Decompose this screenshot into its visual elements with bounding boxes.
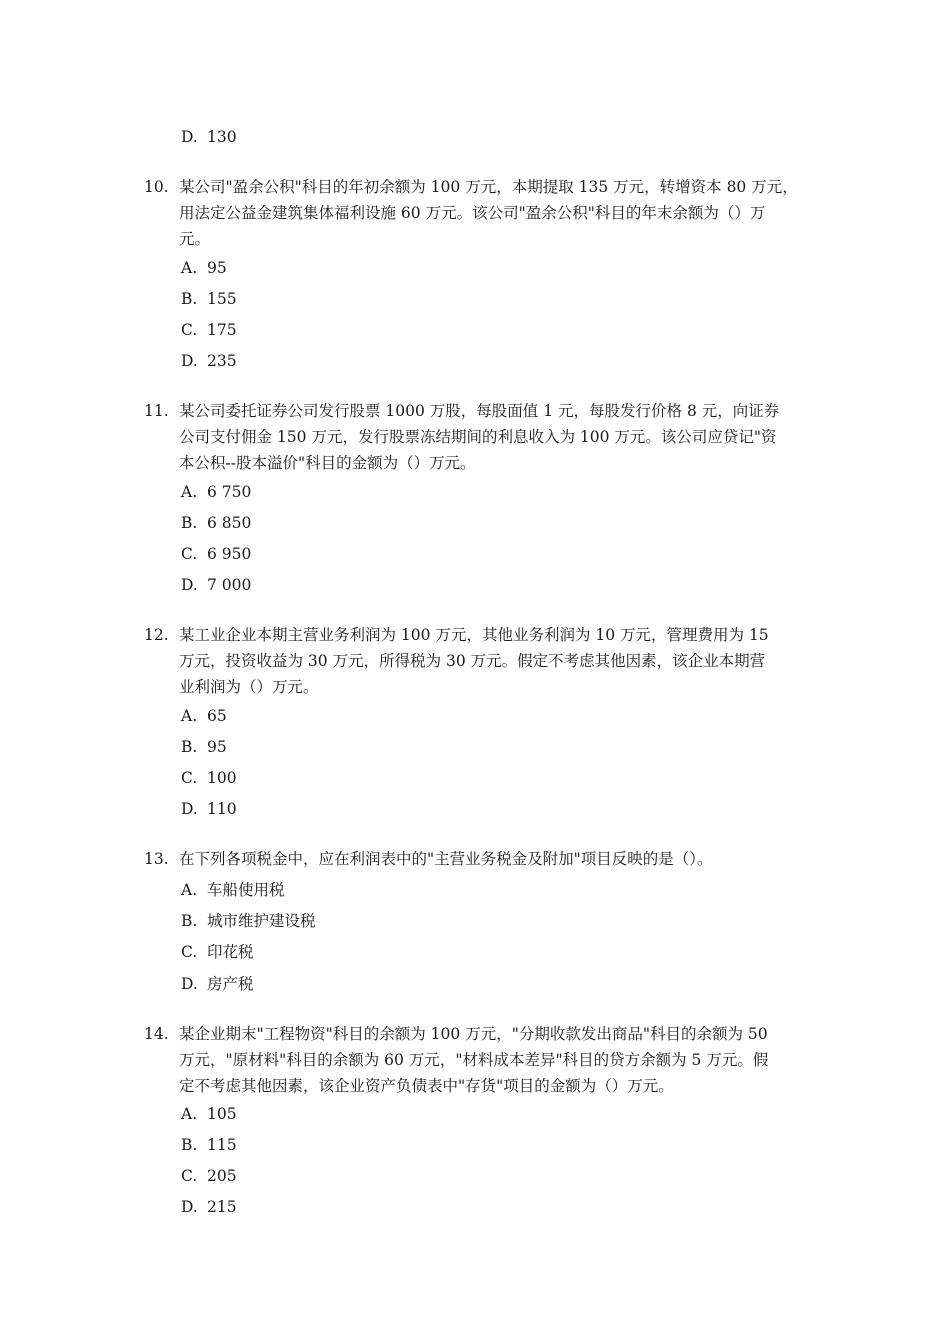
option-text: 155 <box>207 290 237 308</box>
option-text: 105 <box>207 1105 237 1123</box>
option-letter: B. <box>181 912 198 930</box>
option-text: 6 950 <box>207 545 252 563</box>
option-item <box>181 1104 237 1124</box>
option-letter: D. <box>181 1198 198 1216</box>
stem-line: 定不考虑其他因素，该企业资产负债表中"存货"项目的金额为（）万元。 <box>179 1077 674 1095</box>
option-item <box>181 1135 237 1155</box>
option-text: 车船使用税 <box>207 881 285 899</box>
option-text: 235 <box>207 352 237 370</box>
option-text: 110 <box>207 800 237 818</box>
option-letter: B. <box>181 290 198 308</box>
option-item <box>181 351 237 371</box>
stem-line: 万元，投资收益为 30 万元，所得税为 30 万元。假定不考虑其他因素，该企业本期营 <box>179 652 766 670</box>
question-number: 14. <box>144 1025 169 1043</box>
option-letter: C. <box>181 545 198 563</box>
option-item <box>181 320 237 340</box>
option-letter: C. <box>181 943 198 961</box>
option-letter: B. <box>181 1136 198 1154</box>
option-text: 65 <box>207 707 227 725</box>
stem-line: 某公司委托证券公司发行股票 1000 万股，每股面值 1 元，每股发行价格 8 元，向证券 <box>179 402 780 420</box>
option-item <box>181 1166 237 1186</box>
question-number: 11. <box>144 402 169 420</box>
option-letter: C. <box>181 1167 198 1185</box>
option-text: 城市维护建设税 <box>207 912 316 930</box>
question-stem <box>179 174 824 252</box>
option-letter: A. <box>181 1105 198 1123</box>
question-stem <box>179 1021 824 1099</box>
stem-line: 某企业期末"工程物资"科目的余额为 100 万元，"分期收款发出商品"科目的余额为 50 <box>179 1025 768 1043</box>
option-item <box>181 127 237 147</box>
option-text: 印花税 <box>207 943 254 961</box>
option-item <box>181 768 237 788</box>
option-letter: D. <box>181 576 198 594</box>
option-text: 215 <box>207 1198 237 1216</box>
option-item <box>181 258 227 278</box>
question-number: 13. <box>144 850 169 868</box>
question-14 <box>144 1021 824 1099</box>
option-item <box>181 289 237 309</box>
question-13 <box>144 846 824 872</box>
question-stem <box>179 398 824 476</box>
option-text: 95 <box>207 738 227 756</box>
option-text: 205 <box>207 1167 237 1185</box>
option-text: 6 850 <box>207 514 252 532</box>
option-text: 115 <box>207 1136 237 1154</box>
question-number: 12. <box>144 626 169 644</box>
option-item <box>181 1197 237 1217</box>
question-number: 10. <box>144 178 169 196</box>
option-letter: C. <box>181 769 198 787</box>
option-letter: A. <box>181 707 198 725</box>
option-item <box>181 544 251 564</box>
option-letter: C. <box>181 321 198 339</box>
stem-line: 在下列各项税金中，应在利润表中的"主营业务税金及附加"项目反映的是（）。 <box>179 850 713 868</box>
option-item <box>181 799 237 819</box>
option-text: 7 000 <box>207 576 252 594</box>
option-item <box>181 575 251 595</box>
option-item <box>181 513 251 533</box>
stem-line: 元。 <box>179 230 211 248</box>
option-item <box>181 706 227 726</box>
option-text: 房产税 <box>207 975 254 993</box>
option-letter: B. <box>181 738 198 756</box>
option-item <box>181 880 285 900</box>
option-letter: D. <box>181 975 198 993</box>
option-letter: A. <box>181 483 198 501</box>
stem-line: 业利润为（）万元。 <box>179 678 319 696</box>
option-letter: D. <box>181 352 198 370</box>
stem-line: 某公司"盈余公积"科目的年初余额为 100 万元，本期提取 135 万元，转增资本 80 万元， <box>179 178 798 196</box>
question-10 <box>144 174 824 252</box>
stem-line: 公司支付佣金 150 万元，发行股票冻结期间的利息收入为 100 万元。该公司应贷记"资 <box>179 428 777 446</box>
option-letter: A. <box>181 881 198 899</box>
option-item <box>181 737 227 757</box>
stem-line: 本公积--股本溢价"科目的金额为（）万元。 <box>179 454 476 472</box>
option-text: 6 750 <box>207 483 252 501</box>
option-text: 100 <box>207 769 237 787</box>
option-letter: B. <box>181 514 198 532</box>
option-letter: D. <box>181 128 198 146</box>
option-item <box>181 482 251 502</box>
question-stem <box>179 622 824 700</box>
option-text: 130 <box>207 128 237 146</box>
stem-line: 用法定公益金建筑集体福利设施 60 万元。该公司"盈余公积"科目的年末余额为（）万 <box>179 204 766 222</box>
option-item <box>181 911 316 931</box>
question-stem <box>179 846 824 872</box>
option-letter: A. <box>181 259 198 277</box>
option-item <box>181 974 254 994</box>
option-letter: D. <box>181 800 198 818</box>
stem-line: 万元，"原材料"科目的余额为 60 万元，"材料成本差异"科目的贷方余额为 5 万元。假 <box>179 1051 769 1069</box>
option-text: 175 <box>207 321 237 339</box>
question-12 <box>144 622 824 700</box>
stem-line: 某工业企业本期主营业务利润为 100 万元，其他业务利润为 10 万元，管理费用为 15 <box>179 626 769 644</box>
option-item <box>181 942 254 962</box>
question-11 <box>144 398 824 476</box>
option-text: 95 <box>207 259 227 277</box>
